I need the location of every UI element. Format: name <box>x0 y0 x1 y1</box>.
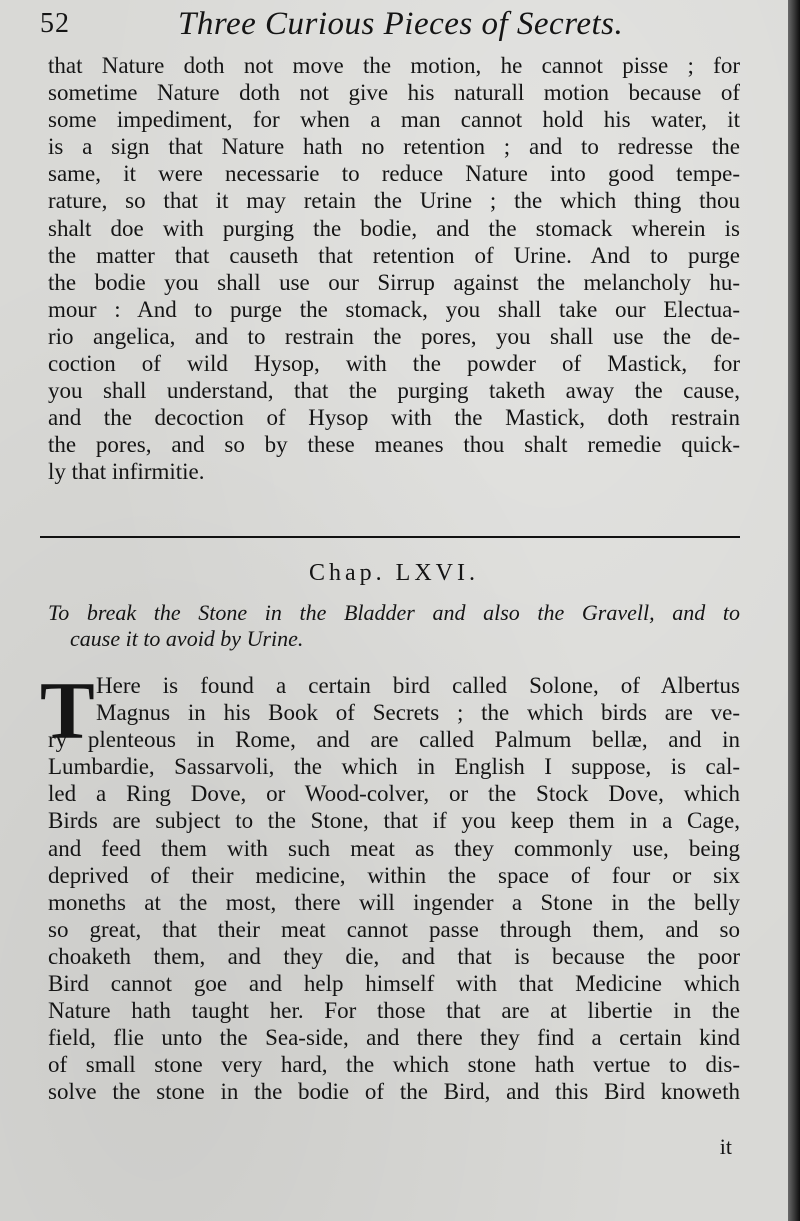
text-line: coction of wild Hysop, with the powder of Mastick, for <box>48 351 740 377</box>
section-divider <box>40 536 740 538</box>
text-line: that Nature doth not move the motion, he cannot pisse ; for <box>48 53 740 78</box>
text-line: ly that infirmitie. <box>48 459 205 485</box>
text-line: deprived of their medicine, within the space of four or six <box>48 862 740 888</box>
text-line: rature, so that it may retain the Urine ; the which thing thou <box>48 188 740 214</box>
catchword: it <box>719 1134 732 1159</box>
chapter-title <box>48 600 740 652</box>
page-edge-shadow <box>788 0 800 1221</box>
text-line: ry plenteous in Rome, and are called Palmum bellæ, and in <box>48 727 740 753</box>
chapter-heading: Chap. LXVI. <box>309 560 479 586</box>
text-line: the matter that causeth that retention of Urine. And to purge <box>48 242 740 268</box>
text-line: you shall understand, that the purging taketh away the cause, <box>48 378 740 404</box>
chapter-body <box>48 672 740 1106</box>
text-line: Lumbardie, Sassarvoli, the which in English I suppose, is cal- <box>48 754 740 780</box>
running-title: Three Curious Pieces of Secrets. <box>178 6 624 42</box>
text-line: moneths at the most, there will ingender a Stone in the belly <box>48 889 740 915</box>
text-line: same, it were necessarie to reduce Nature into good tempe- <box>48 161 740 187</box>
text-line: of small stone very hard, the which stone hath vertue to dis- <box>48 1052 740 1078</box>
text-line: Birds are subject to the Stone, that if you keep them in a Cage, <box>48 808 740 834</box>
text-line: led a Ring Dove, or Wood-colver, or the Stock Dove, which <box>48 781 740 807</box>
text-line: Nature hath taught her. For those that are at libertie in the <box>48 998 740 1024</box>
chapter-title-line: cause it to avoid by Urine. <box>70 626 304 651</box>
page-header <box>40 4 740 48</box>
text-line: the pores, and so by these meanes thou shalt remedie quick- <box>48 432 740 458</box>
text-line: is a sign that Nature hath no retention ; and to redresse the <box>48 134 740 160</box>
text-line: mour : And to purge the stomack, you shall take our Electua- <box>48 296 740 322</box>
text-line: and feed them with such meat as they commonly use, being <box>48 835 740 861</box>
page-number: 52 <box>40 8 70 39</box>
text-line: rio angelica, and to restrain the pores, you shall use the de- <box>48 323 740 349</box>
text-line: the bodie you shall use our Sirrup against the melancholy hu- <box>48 269 740 295</box>
text-line: solve the stone in the bodie of the Bird, and this Bird knoweth <box>48 1079 740 1105</box>
text-line: so great, that their meat cannot passe through them, and so <box>48 916 740 942</box>
text-line: sometime Nature doth not give his naturall motion because of <box>48 80 740 106</box>
text-line: some impediment, for when a man cannot hold his water, it <box>48 107 740 133</box>
chapter-title-line: To break the Stone in the Bladder and also the Gravell, and to <box>48 600 740 625</box>
text-line: field, flie unto the Sea-side, and there they find a certain kind <box>48 1025 740 1051</box>
text-line: Here is found a certain bird called Solone, of Albertus <box>96 673 740 698</box>
drop-cap: T <box>40 665 95 756</box>
text-line: choaketh them, and they die, and that is because the poor <box>48 943 740 969</box>
text-line: and the decoction of Hysop with the Mastick, doth restrain <box>48 405 740 431</box>
text-line: Bird cannot goe and help himself with that Medicine which <box>48 971 740 997</box>
text-line: Magnus in his Book of Secrets ; the which birds are ve- <box>96 700 740 726</box>
paragraph-continued <box>48 52 740 486</box>
text-line: shalt doe with purging the bodie, and the stomack wherein is <box>48 215 740 241</box>
